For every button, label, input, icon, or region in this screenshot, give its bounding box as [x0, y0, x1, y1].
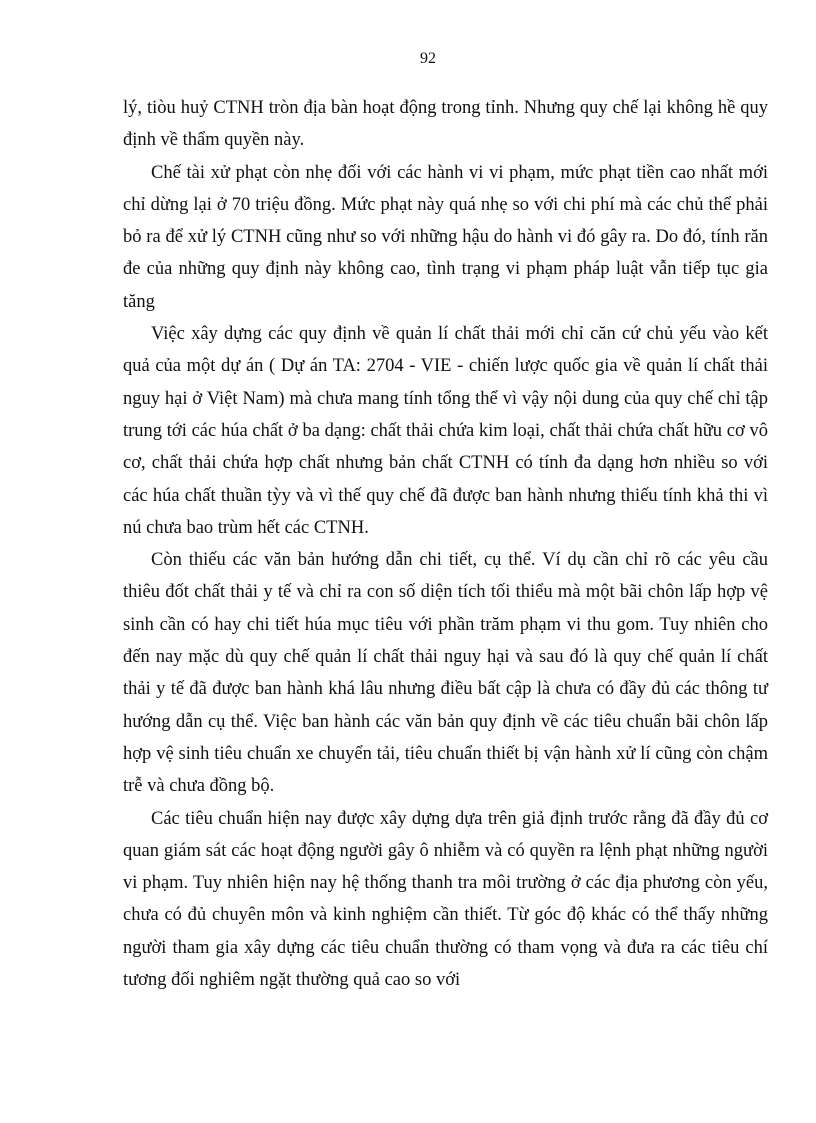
- paragraph-missing-guidance: Còn thiếu các văn bản hướng dẫn chi tiết, cụ thể. Ví dụ cần chỉ rõ các yêu cầu thiêu đốt chất thải y tế và chỉ ra con số diện tích tối thiểu mà một bãi chôn lấp hợp vệ sinh cần có hay chi tiết húa mục tiêu với phần trăm phạm vi thu gom. Tuy nhiên cho đến nay mặc dù quy chế quản lí chất thải nguy hại và sau đó là quy chế quản lí chất thải y tế đã được ban hành khá lâu nhưng điều bất cập là chưa có đầy đủ các thông tư hướng dẫn cụ thể. Việc ban hành các văn bản quy định về các tiêu chuẩn bãi chôn lấp hợp vệ sinh tiêu chuẩn xe chuyển tải, tiêu chuẩn thiết bị vận hành xử lí cũng còn chậm trễ và chưa đồng bộ.: [123, 550, 768, 797]
- paragraph-standards: Các tiêu chuẩn hiện nay được xây dựng dựa trên giả định trước rằng đã đầy đủ cơ quan giám sát các hoạt động người gây ô nhiễm và có quyền ra lệnh phạt những người vi phạm. Tuy nhiên hiện nay hệ thống thanh tra môi trường ở các địa phương còn yếu, chưa có đủ chuyên môn và kinh nghiệm cần thiết. Từ góc độ khác có thể thấy những người tham gia xây dựng các tiêu chuẩn thường có tham vọng và đưa ra các tiêu chí tương đối nghiêm ngặt thường quả cao so với: [123, 808, 768, 991]
- body-text: [123, 92, 768, 996]
- paragraph-regulation-basis: Việc xây dựng các quy định về quản lí chất thải mới chỉ căn cứ chủ yếu vào kết quả của một dự án ( Dự án TA: 2704 - VIE - chiến lược quốc gia về quản lí chất thải nguy hại ở Việt Nam) mà chưa mang tính tổng thể vì vậy nội dung của quy chế chỉ tập trung tới các húa chất ở ba dạng: chất thải chứa kim loại, chất thải chứa chất hữu cơ vô cơ, chất thải chứa hợp chất nhưng bản chất CTNH có tính đa dạng hơn nhiều so với các húa chất thuần tỳy và vì thế quy chế đã được ban hành nhưng thiếu tính khả thi vì nú chưa bao trùm hết các CTNH.: [123, 324, 768, 538]
- paragraph-continued: lý, tiòu huỷ CTNH tròn địa bàn hoạt động trong tỉnh. Nhưng quy chế lại không hề quy định về thẩm quyền này.: [123, 98, 768, 151]
- page-number: 92: [420, 50, 436, 67]
- paragraph-penalties: Chế tài xử phạt còn nhẹ đối với các hành vi vi phạm, mức phạt tiền cao nhất mới chỉ dừng lại ở 70 triệu đồng. Mức phạt này quá nhẹ so với chi phí mà các chủ thể phải bỏ ra để xử lý CTNH cũng như so với những hậu do hành vi đó gây ra. Do đó, tính răn đe của những quy định này không cao, tình trạng vi phạm pháp luật vẫn tiếp tục gia tăng: [123, 162, 768, 312]
